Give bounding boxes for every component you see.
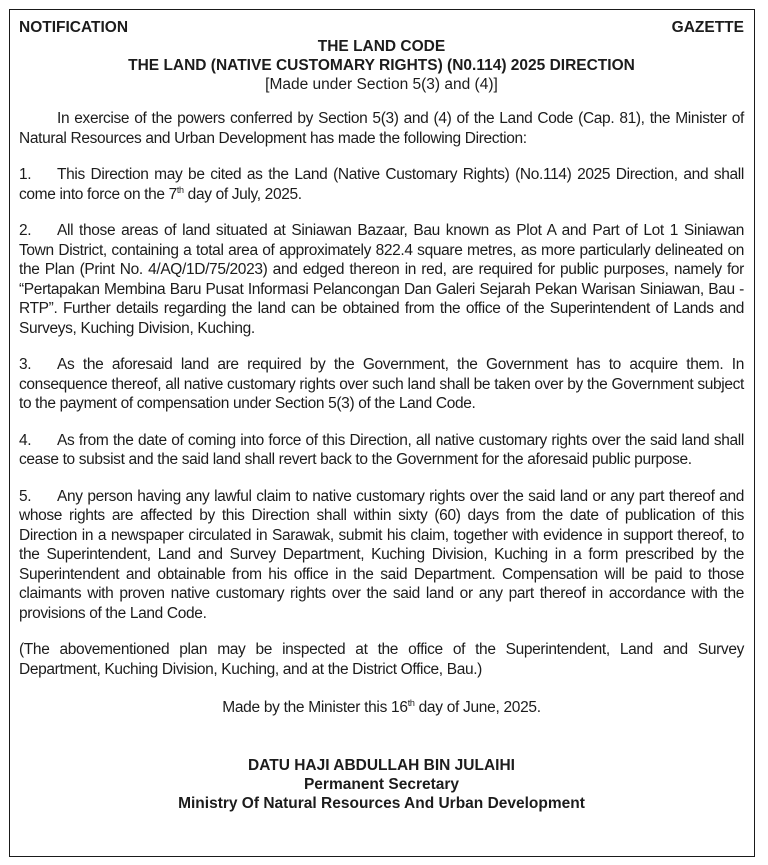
signatory-position: Permanent Secretary	[303, 776, 460, 793]
clause-number: 3.	[19, 356, 32, 373]
ordinal-suffix: th	[407, 697, 415, 708]
clause-number: 1.	[19, 166, 32, 183]
ordinal-suffix: th	[176, 184, 184, 195]
signatory-name: DATU HAJI ABDULLAH BIN JULAIHI	[248, 757, 515, 774]
clause-text-end: day of July, 2025.	[183, 185, 302, 203]
clause-number: 4.	[19, 431, 32, 449]
direction-subtitle: [Made under Section 5(3) and (4)]	[265, 76, 498, 93]
clause-4	[19, 431, 744, 470]
direction-title: THE LAND (NATIVE CUSTOMARY RIGHTS) (N0.114) 2025 DIRECTION	[128, 57, 635, 74]
clause-text: This Direction may be cited as the Land (Native Customary Rights) (No.114) 2025 Direction, and shall come into force on the 7	[19, 166, 744, 203]
clause-1	[19, 165, 744, 204]
notice-header-row	[19, 18, 744, 37]
clause-2	[19, 221, 744, 338]
made-text: Made by the Minister this 16	[222, 699, 408, 716]
clause-text: All those areas of land situated at Siniawan Bazaar, Bau known as Plot A and Part of Lot 1 Siniawan Town District, containing a total area of approximately 822.4 square metres, as more particularly delineated on the Plan (Print No. 4/AQ/1D/75/2023) and edged thereon in red, are required for public purposes, namely for “Pertapakan Membina Baru Pusat Informasi Pelancongan Dan Galeri Sejarah Pekan Warisan Siniawan, Bau - RTP”. Further details regarding the land can be obtained from the office of the Superintendent of Lands and Surveys, Kuching Division, Kuching.	[19, 222, 744, 337]
intro-paragraph: In exercise of the powers conferred by Section 5(3) and (4) of the Land Code (Cap. 81), the Minister of Natural Resources and Urban Development has made the following Direction:	[19, 110, 744, 147]
made-text-end: day of June, 2025.	[414, 699, 541, 716]
notification-label: NOTIFICATION	[19, 19, 129, 36]
clause-text: As the aforesaid land are required by the Government, the Government has to acquire them. In consequence thereof, all native customary rights over such land shall be taken over by the Government subject to the payment of compensation under Section 5(3) of the Land Code.	[19, 356, 744, 412]
clause-5	[19, 487, 744, 624]
made-by-line	[19, 698, 744, 717]
clause-number: 2.	[19, 222, 32, 239]
clause-number: 5.	[19, 487, 32, 505]
clause-text: As from the date of coming into force of this Direction, all native customary rights over the said land shall cease to subsist and the said land shall revert back to the Government for the aforesaid public purpose.	[19, 431, 744, 468]
act-title: THE LAND CODE	[317, 38, 446, 55]
clause-text: Any person having any lawful claim to native customary rights over the said land or any part thereof and whose rights are affected by this Direction shall within sixty (60) days from the date of publication of this Direction in a newspaper circulated in Sarawak, submit his claim, together with evidence in support thereof, to the Superintendent, Land and Survey Department, Kuching Division, Kuching in a form prescribed by the Superintendent and obtainable from his office in the said Department. Compensation will be paid to those claimants with proven native customary rights over the said land or any part thereof in accordance with the provisions of the Land Code.	[19, 487, 744, 622]
gazette-notice	[9, 9, 755, 857]
clause-3	[19, 355, 744, 414]
signatory-ministry: Ministry Of Natural Resources And Urban Development	[178, 795, 585, 812]
gazette-label: GAZETTE	[671, 19, 744, 36]
inspection-note: (The abovementioned plan may be inspected at the office of the Superintendent, Land and Survey Department, Kuching Division, Kuching, and at the District Office, Bau.)	[19, 641, 744, 678]
